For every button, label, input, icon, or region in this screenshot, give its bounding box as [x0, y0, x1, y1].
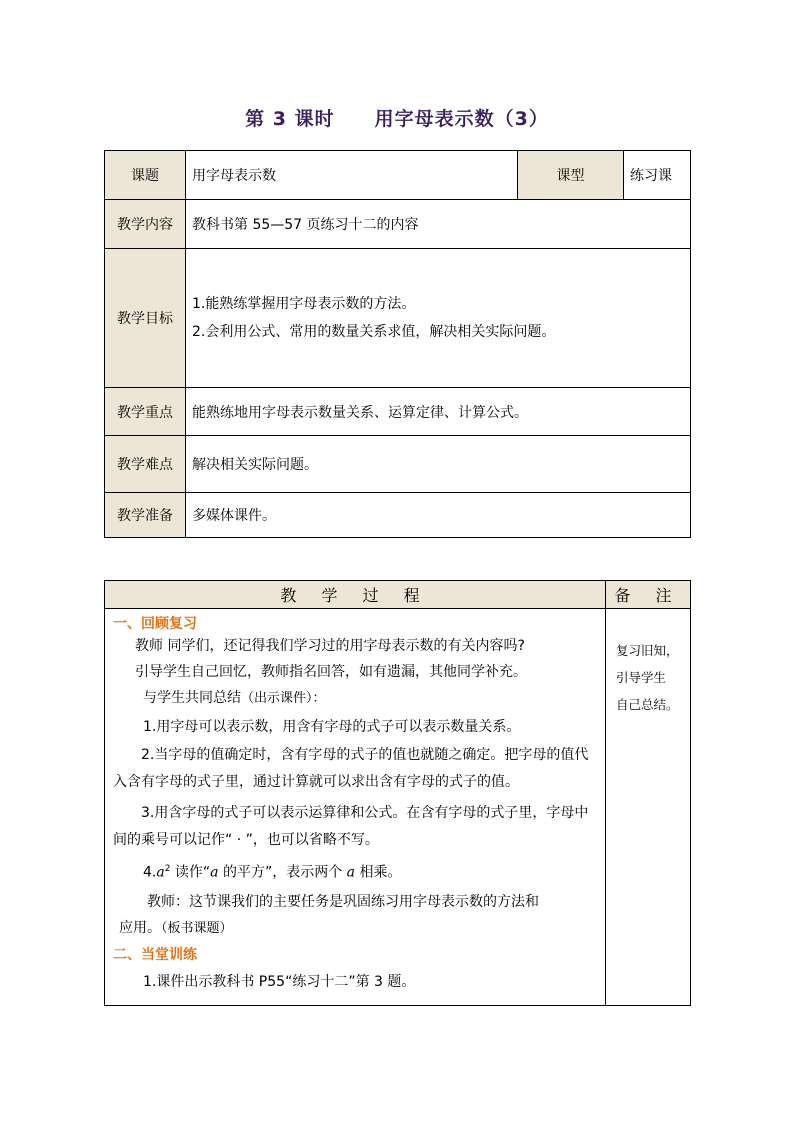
- key-value: 能熟练地用字母表示数量关系、运算定律、计算公式。: [186, 388, 691, 436]
- goal-label: 教学目标: [105, 249, 186, 388]
- review-para-2: 引导学生自己回忆，教师指名回答，如有遗漏，其他同学补充。: [135, 664, 527, 680]
- prep-value: 多媒体课件。: [186, 493, 691, 538]
- teaching-process-table: [104, 580, 691, 1006]
- summary-text: 与学生共同总结: [143, 690, 241, 706]
- section-review-heading: 一、回顾复习: [113, 616, 197, 632]
- process-content: [105, 609, 606, 1006]
- teacher-para: 教师：这节课我们的主要任务是巩固练习用字母表示数的方法和: [147, 893, 539, 910]
- goal-value: [186, 249, 691, 388]
- review-point-1: 1.用字母可以表示数，用含有字母的式子可以表示数量关系。: [143, 719, 521, 735]
- content-label: 教学内容: [105, 200, 186, 249]
- info-row-key: [105, 388, 691, 436]
- process-header-row: [105, 581, 691, 609]
- section-practice-heading: 二、当堂训练: [113, 946, 197, 963]
- page-title: [0, 104, 794, 131]
- practice-para-1: 1.课件出示教科书 P55“练习十二”第 3 题。: [143, 973, 416, 990]
- info-row-content: [105, 200, 691, 249]
- process-note: [606, 609, 691, 1006]
- ketype-label: 课型: [518, 151, 624, 200]
- difficult-value: 解决相关实际问题。: [186, 436, 691, 493]
- lesson-topic: 用字母表示数（3）: [374, 108, 549, 130]
- note-line-2: 引导学生: [616, 670, 667, 685]
- review-point-3: 3.用含字母的式子可以表示运算律和公式。在含有字母的式子里，字母中间的乘号可以记作“ · ”，也可以省略不写。: [113, 805, 589, 848]
- review-point-2: 2.当字母的值确定时，含有字母的式子的值也就随之确定。把字母的值代入含有字母的式子里，通过计算就可以求出含有字母的式子的值。: [113, 747, 589, 790]
- teacher-para-cont: 应用。（板书课题）: [119, 919, 233, 936]
- goal-item-1: 1.能熟练掌握用字母表示数的方法。: [192, 296, 416, 312]
- ketype-value: 练习课: [624, 151, 691, 200]
- note-line-1: 复习旧知，: [616, 643, 679, 658]
- ketitle-value: 用字母表示数: [186, 151, 518, 200]
- ketitle-label: 课题: [105, 151, 186, 200]
- difficult-label: 教学难点: [105, 436, 186, 493]
- info-row-difficult: [105, 436, 691, 493]
- note-header: 备 注: [606, 581, 691, 609]
- review-para-1: 教师 同学们，还记得我们学习过的用字母表示数的有关内容吗?: [135, 638, 525, 654]
- content-value: 教科书第 55—57 页练习十二的内容: [186, 200, 691, 249]
- lesson-info-table: [104, 150, 691, 538]
- summary-note: （出示课件）：: [241, 691, 326, 706]
- process-header: 教 学 过 程: [105, 581, 606, 609]
- note-line-3: 自己总结。: [616, 697, 679, 712]
- process-body-row: [105, 609, 691, 1006]
- review-point-4: $4.a^2$ 读作“a 的平方”，表示两个 a 相乘。: [143, 864, 402, 881]
- goal-item-2: 2.会利用公式、常用的数量关系求值，解决相关实际问题。: [192, 324, 556, 340]
- lesson-number: 第 3 课时: [245, 108, 335, 130]
- info-row-prep: [105, 493, 691, 538]
- key-label: 教学重点: [105, 388, 186, 436]
- prep-label: 教学准备: [105, 493, 186, 538]
- info-row-goal: [105, 249, 691, 388]
- review-para-3: [113, 685, 597, 712]
- info-row-topic: [105, 151, 691, 200]
